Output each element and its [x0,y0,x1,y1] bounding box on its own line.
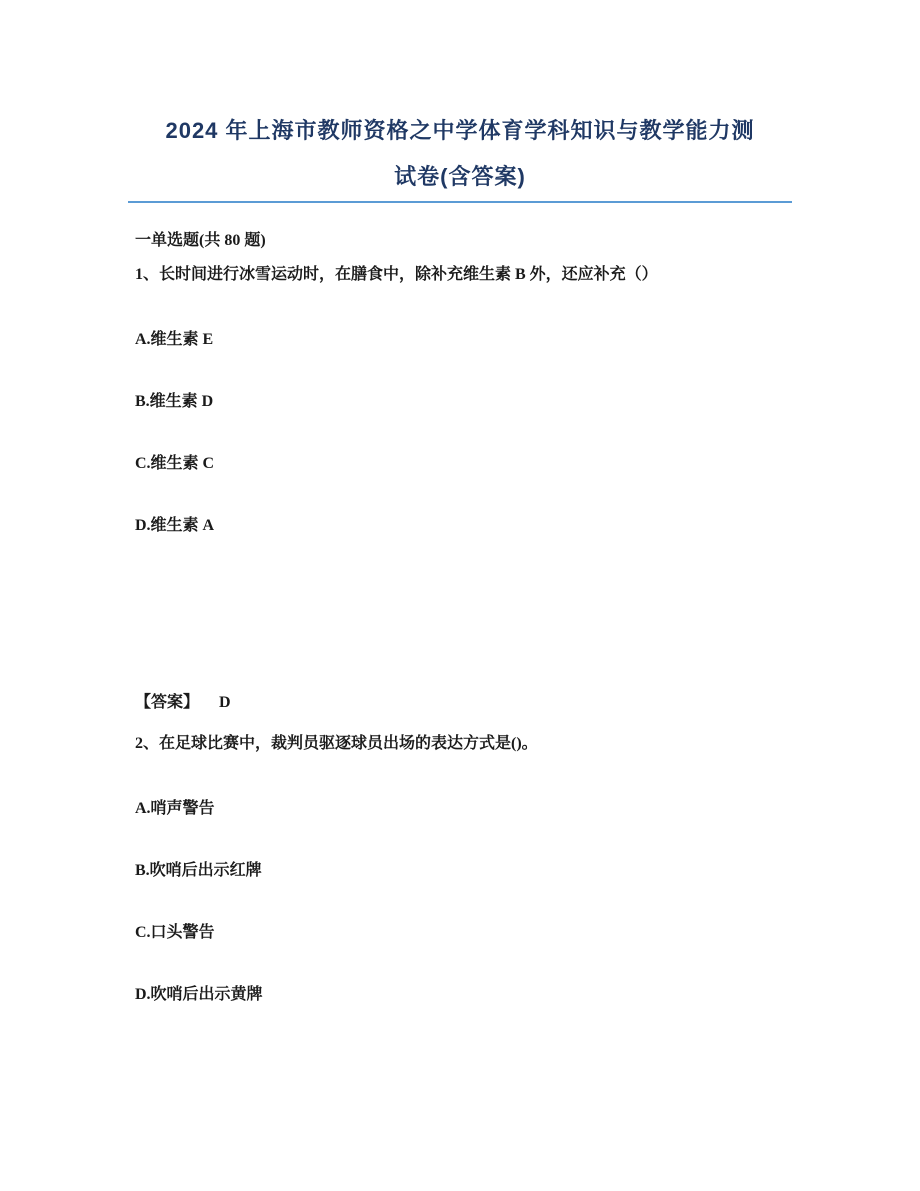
question-1-option-d: D.维生素 A [135,517,215,534]
question-2-option-b: B.吹哨后出示红牌 [135,862,262,879]
answer-label: 【答案】 [135,694,200,711]
document-body [0,230,920,1006]
question-2 [135,733,792,1006]
question-2-option-a: A.哨声警告 [135,800,215,817]
question-1-answer-line [135,692,792,714]
question-1-text: 1、长时间进行冰雪运动时，在膳食中，除补充维生素 B 外，还应补充（） [135,266,658,283]
question-1-option-b: B.维生素 D [135,393,214,410]
section-heading: 一单选题(共 80 题) [135,232,266,249]
question-1-option-c: C.维生素 C [135,455,215,472]
question-2-option-d: D.吹哨后出示黄牌 [135,986,263,1003]
question-1-option-a: A.维生素 E [135,331,214,348]
page-title-line-2: 试卷(含答案) [394,164,526,189]
title-divider [128,201,792,203]
page-title [128,108,792,200]
document-header [128,0,792,203]
question-1 [135,264,792,714]
answer-value: D [219,694,231,711]
page-title-line-1: 2024 年上海市教师资格之中学体育学科知识与教学能力测 [165,118,755,143]
question-2-text: 2、在足球比赛中，裁判员驱逐球员出场的表达方式是()。 [135,735,538,752]
question-2-option-c: C.口头警告 [135,924,215,941]
